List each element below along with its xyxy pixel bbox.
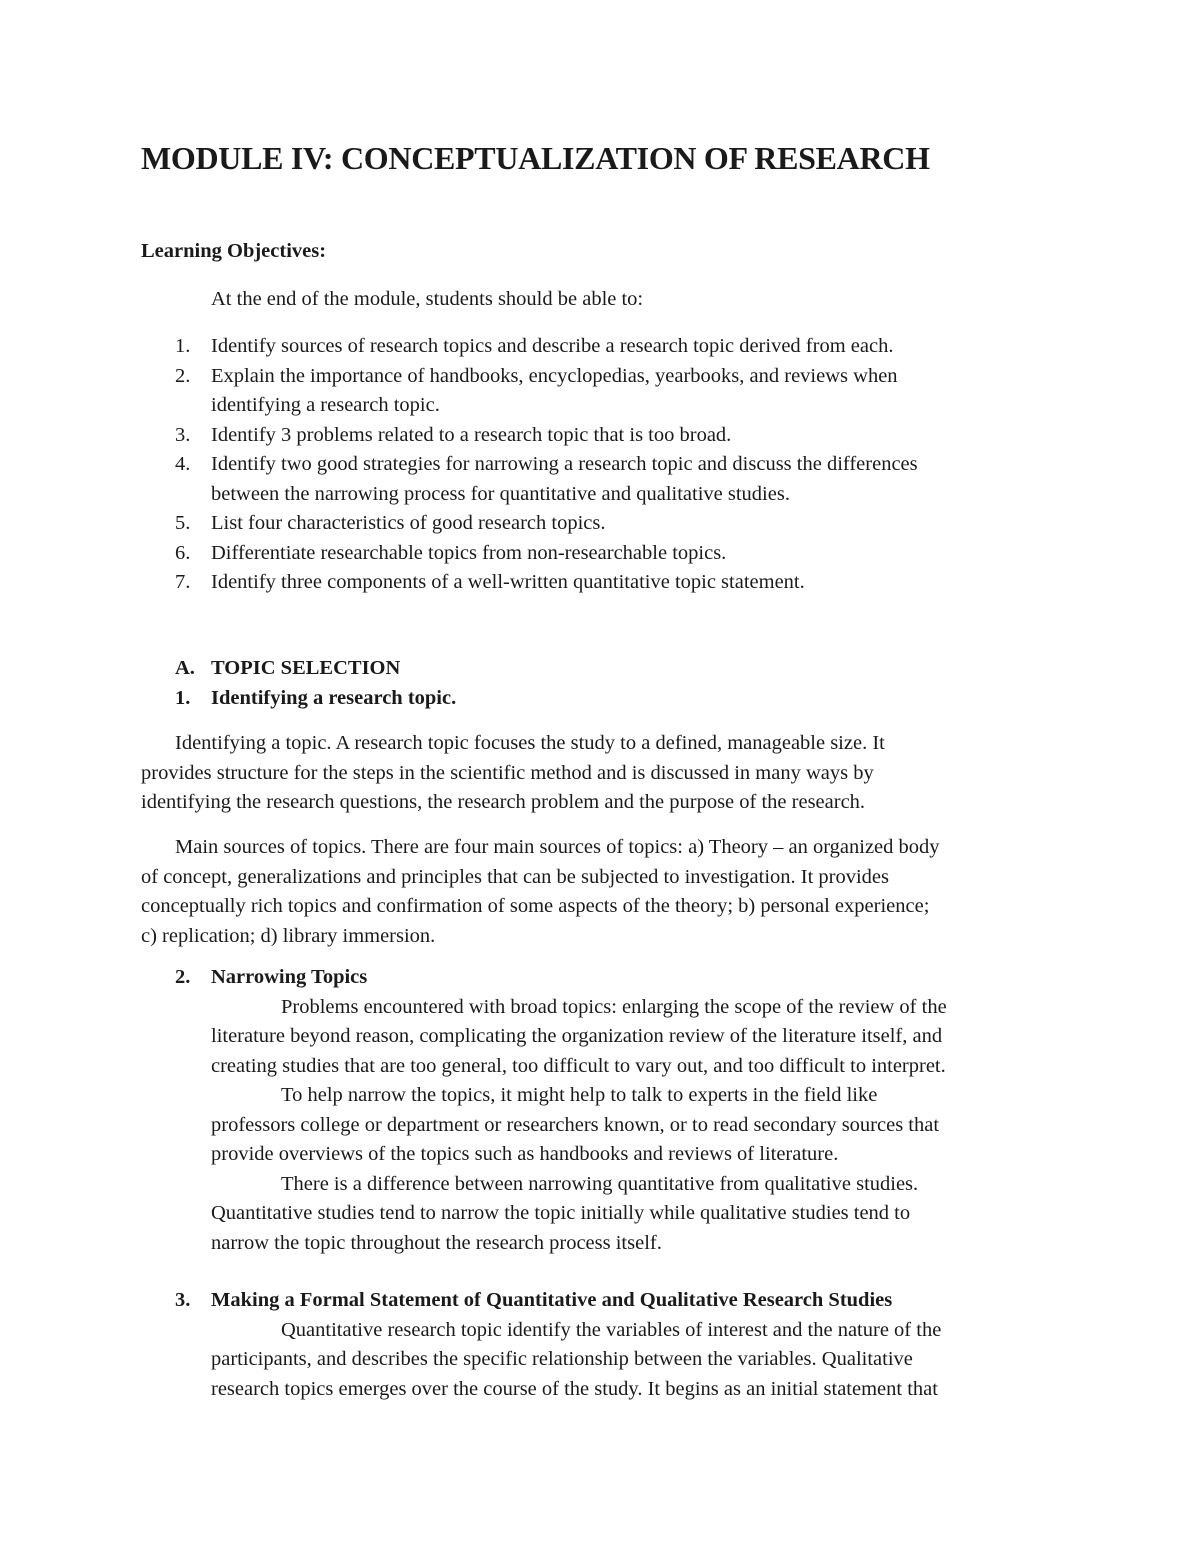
list-text: Identify sources of research topics and describe a research topic derived from each.: [211, 335, 894, 357]
objectives-list: [141, 332, 1041, 598]
subsection-content: [211, 993, 1061, 1259]
list-item: [141, 450, 1041, 509]
paragraph: To help narrow the topics, it might help to talk to experts in the field like professors college or department or researchers known, or to read secondary sources that provide overviews of the topics such as handbooks and reviews of literature.: [211, 1084, 940, 1165]
learning-objectives-heading: Learning Objectives:: [141, 240, 327, 262]
list-text: Differentiate researchable topics from non-researchable topics.: [211, 541, 727, 564]
list-number: 2.: [175, 364, 191, 387]
list-number: 3.: [175, 423, 191, 446]
subsection-number: 3.: [175, 1289, 191, 1311]
subsection-formal-statement: [141, 1286, 1061, 1404]
subsection-title: Making a Formal Statement of Quantitative and Qualitative Research Studies: [211, 1289, 893, 1311]
paragraph: There is a difference between narrowing quantitative from qualitative studies. Quantitative studies tend to narrow the topic initially while qualitative studies tend to narrow the topic throughout the research process itself.: [211, 1172, 919, 1254]
list-number: 4.: [175, 453, 191, 475]
subsection-number: 2.: [175, 966, 191, 988]
subsection-number: 1.: [175, 686, 191, 709]
section-topic-selection: [141, 654, 1041, 713]
list-text: Explain the importance of handbooks, encyclopedias, yearbooks, and reviews when identifying a research topic.: [211, 364, 898, 416]
list-text: Identify two good strategies for narrowing a research topic and discuss the differences between the narrowing process for quantitative and qualitative studies.: [211, 453, 918, 505]
list-item: [141, 332, 1041, 362]
subsection-title: Identifying a research topic.: [211, 686, 457, 709]
list-text: List four characteristics of good research topics.: [211, 512, 606, 534]
subsection-title: Narrowing Topics: [211, 966, 368, 988]
learning-objectives-intro: At the end of the module, students should be able to:: [211, 288, 644, 310]
subsection-heading: [141, 1286, 1061, 1316]
list-number: 1.: [175, 335, 191, 357]
paragraph: Problems encountered with broad topics: enlarging the scope of the review of the literature beyond reason, complicating the organization review of the literature itself, and creating studies that are too general, too difficult to vary out, and too difficult to interpret.: [211, 995, 947, 1077]
list-item: [141, 568, 1041, 598]
section-heading: [141, 654, 1041, 684]
paragraph: Quantitative research topic identify the variables of interest and the nature of the participants, and describes the specific relationship between the variables. Qualitative research topics emerges over the course of the study. It begins as an initial statement that: [211, 1318, 942, 1400]
list-number: 6.: [175, 541, 191, 564]
subsection-heading: [141, 684, 1041, 714]
subsection-content: [211, 1316, 1061, 1405]
paragraph-main-sources: Main sources of topics. There are four main sources of topics: a) Theory – an organized body of concept, generalizations and principles that can be subjected to investigation. It provides conceptually rich topics and confirmation of some aspects of the theory; b) personal experience; c) replication; d) library immersion.: [141, 836, 940, 947]
subsection-narrowing-topics: [141, 963, 1061, 1258]
list-item: [141, 509, 1041, 539]
list-number: 7.: [175, 571, 191, 593]
paragraph-identifying-topic: Identifying a topic. A research topic focuses the study to a defined, manageable size. It provides structure for the steps in the scientific method and is discussed in many ways by identifying the research questions, the research problem and the purpose of the research.: [141, 732, 885, 813]
list-number: 5.: [175, 512, 191, 534]
section-title: TOPIC SELECTION: [211, 657, 401, 679]
page-title: MODULE IV: CONCEPTUALIZATION OF RESEARCH: [141, 140, 930, 176]
list-item: [141, 539, 1041, 569]
list-item: [141, 421, 1041, 451]
section-letter: A.: [175, 657, 195, 679]
subsection-heading: [141, 963, 1061, 993]
list-text: Identify three components of a well-written quantitative topic statement.: [211, 571, 805, 593]
list-text: Identify 3 problems related to a research topic that is too broad.: [211, 423, 732, 446]
list-item: [141, 362, 1041, 421]
